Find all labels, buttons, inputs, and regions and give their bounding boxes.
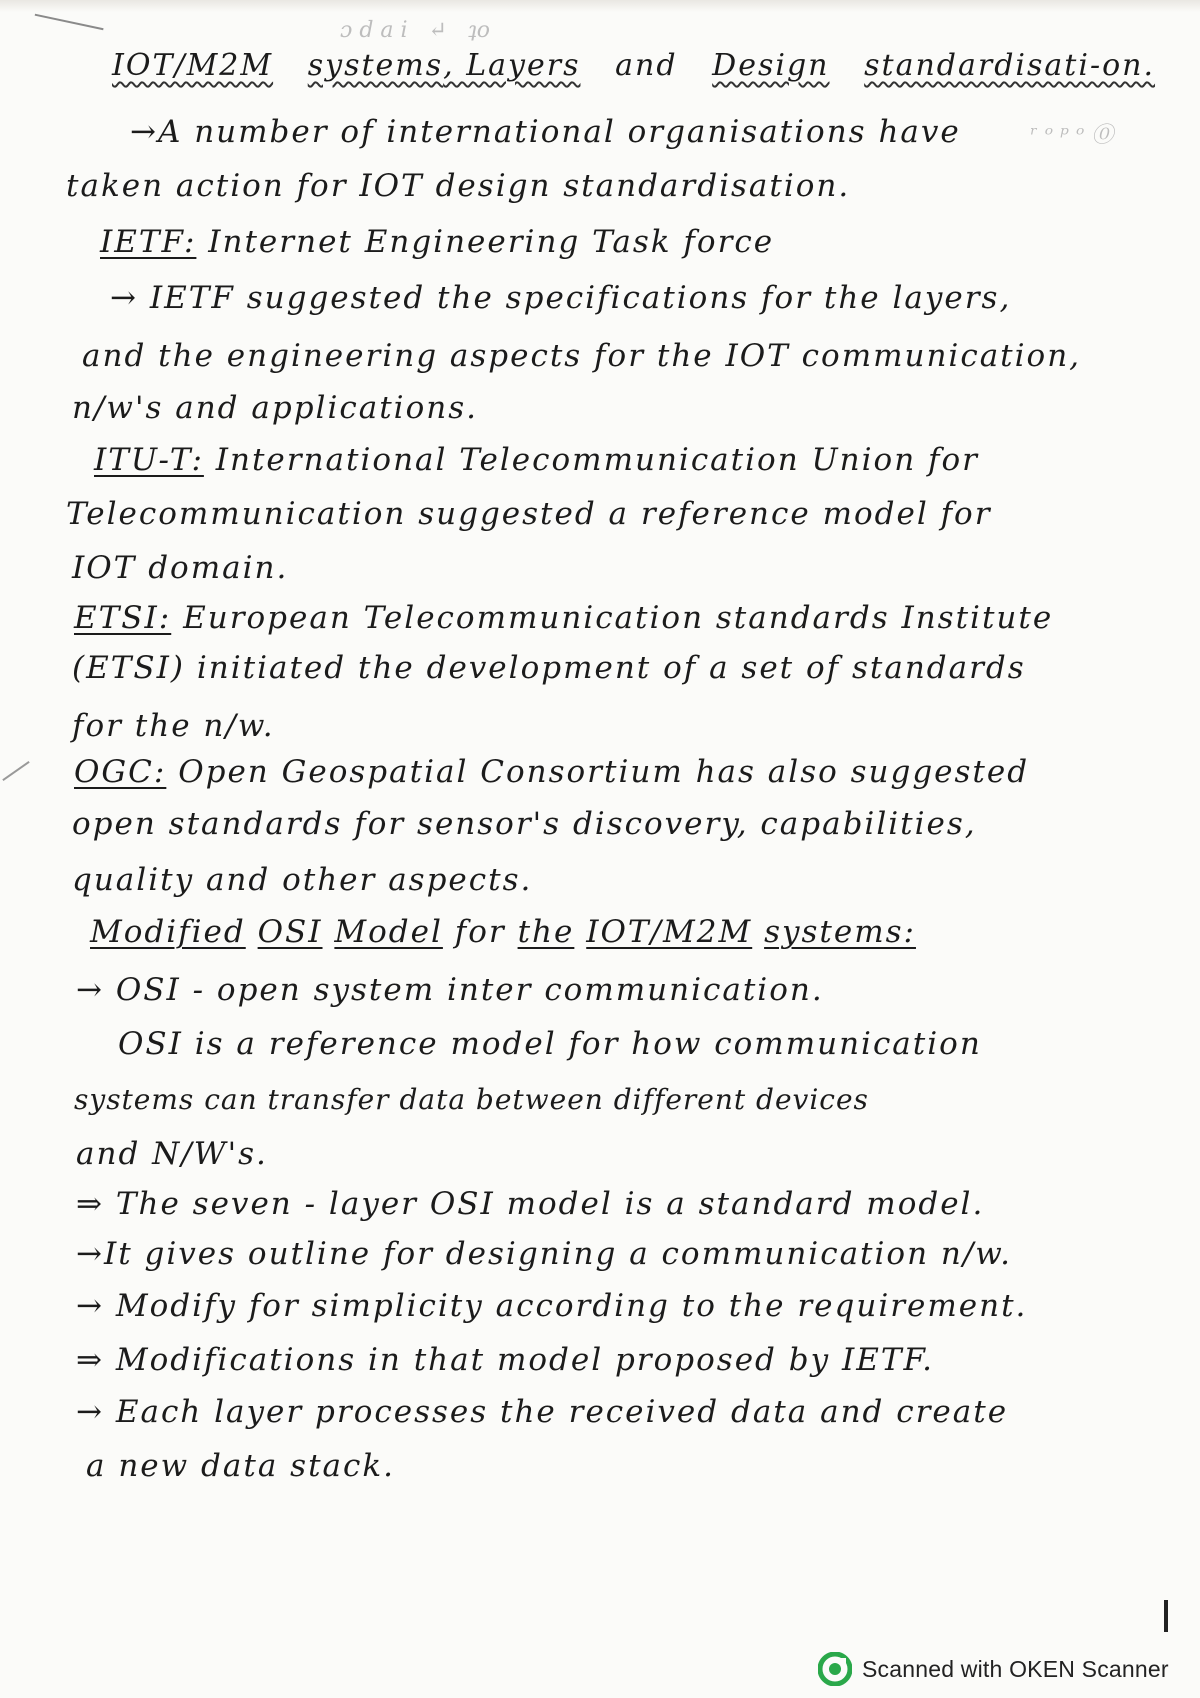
- heading-word: OSI: [257, 914, 323, 950]
- heading-word: IOT/M2M: [586, 914, 753, 950]
- text-line: quality and other aspects.: [72, 862, 533, 898]
- text-line: and the engineering aspects for the IOT communication,: [82, 338, 1082, 374]
- text-line: (ETSI) initiated the development of a set of standards: [72, 650, 1026, 686]
- paper-edge: [0, 0, 1200, 12]
- text-line: ⇒ Modifications in that model proposed by IETF.: [76, 1342, 935, 1378]
- text-line: IOT domain.: [72, 550, 289, 586]
- etsi-definition: European Telecommunication standards Institute: [183, 600, 1054, 636]
- text-line: → IETF suggested the specifications for the layers,: [110, 280, 1012, 316]
- bleed-through-mark: ɔ d a i ↵ ʇo: [340, 18, 491, 43]
- heading-word: systems:: [764, 914, 916, 950]
- title-space: [841, 48, 853, 83]
- heading-word: the: [517, 914, 575, 950]
- page-title: [112, 46, 1155, 86]
- title-standardisation: standardisati-on.: [864, 48, 1156, 83]
- title-space: [689, 48, 701, 83]
- text-line: OSI is a reference model for how communication: [118, 1026, 982, 1062]
- title-space: [285, 48, 297, 83]
- ietf-line: [100, 222, 774, 262]
- title-design: Design: [712, 48, 830, 83]
- title-iot-m2m: IOT/M2M: [112, 48, 274, 83]
- text-line: ⇒ The seven - layer OSI model is a standard model.: [76, 1186, 985, 1222]
- heading-itu-t: ITU-T:: [94, 442, 204, 478]
- ogc-line: [74, 752, 1029, 792]
- text-line: for the n/w.: [72, 708, 275, 744]
- title-layers: , Layers: [443, 48, 581, 83]
- ink-mark: [1164, 1600, 1168, 1632]
- ietf-definition: Internet Engineering Task force: [208, 224, 775, 260]
- itut-line: [94, 440, 979, 480]
- scanner-watermark: [818, 1652, 1169, 1686]
- text-line: →It gives outline for designing a communication n/w.: [76, 1236, 1013, 1272]
- heading-word: Model: [334, 914, 443, 950]
- title-systems: systems: [307, 48, 444, 83]
- scanner-watermark-text: Scanned with OKEN Scanner: [862, 1655, 1169, 1682]
- text-line: taken action for IOT design standardisation.: [66, 168, 851, 204]
- heading-etsi: ETSI:: [74, 600, 172, 636]
- itut-definition: International Telecommunication Union for: [215, 442, 979, 478]
- heading-ogc: OGC:: [74, 754, 167, 790]
- text-line: systems can transfer data between different devices: [74, 1083, 869, 1116]
- etsi-line: [74, 598, 1053, 638]
- heading-word: Modified: [90, 914, 246, 950]
- text-line: open standards for sensor's discovery, capabilities,: [72, 806, 977, 842]
- ogc-definition: Open Geospatial Consortium has also suggested: [178, 754, 1030, 790]
- text-line: and N/W's.: [76, 1136, 268, 1172]
- title-space: [592, 48, 604, 83]
- text-line: a new data stack.: [86, 1448, 396, 1484]
- text-line: → OSI - open system inter communication.: [76, 972, 824, 1008]
- text-line: → Each layer processes the received data and create: [76, 1394, 1009, 1430]
- text-line: Telecommunication suggested a reference model for: [66, 496, 992, 532]
- title-and: and: [615, 48, 678, 83]
- section-heading-modified-osi: [90, 912, 916, 952]
- pencil-mark: [2, 761, 29, 781]
- heading-word: for: [454, 914, 506, 950]
- text-line: →A number of international organisations have: [130, 114, 961, 150]
- heading-ietf: IETF:: [100, 224, 197, 260]
- text-line: → Modify for simplicity according to the requirement.: [76, 1288, 1028, 1324]
- bleed-through-mark: ʳ ᵒ ᵖ ᵒ ⓪: [1030, 123, 1114, 148]
- oken-scanner-logo-icon: [818, 1652, 852, 1686]
- text-line: n/w's and applications.: [72, 390, 478, 426]
